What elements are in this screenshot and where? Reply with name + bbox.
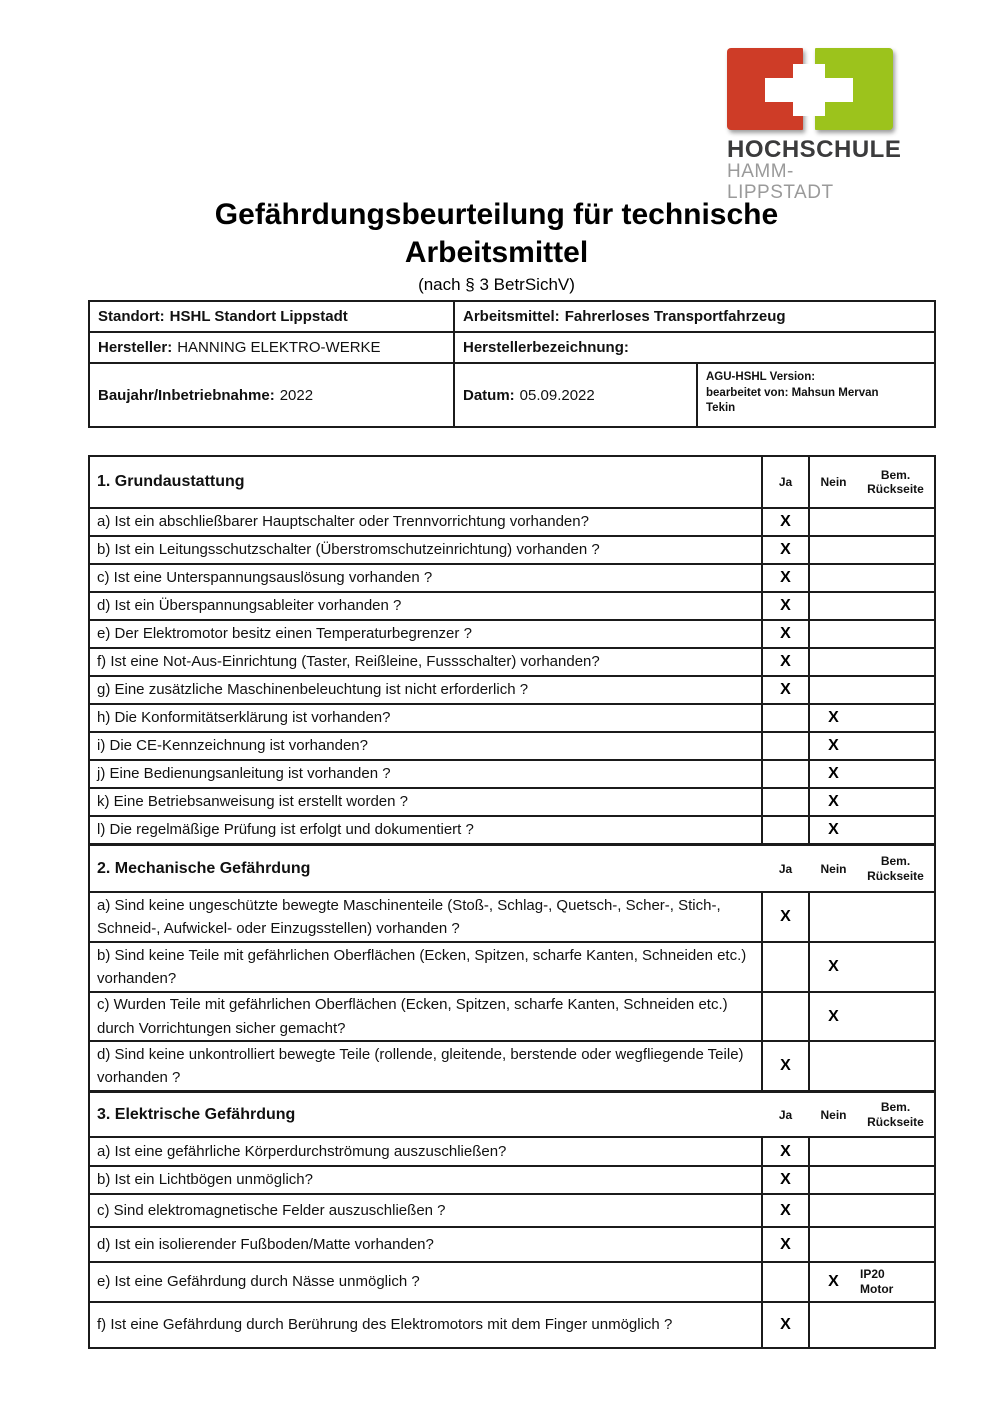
- column-header-ja: Ja: [761, 457, 808, 507]
- question-text: f) Ist eine Gefährdung durch Berührung des Elektromotors mit dem Finger unmöglich ?: [97, 1316, 673, 1334]
- section-title: 2. Mechanische Gefährdung: [97, 859, 311, 877]
- nein-bem-cell: [808, 537, 934, 563]
- question-text: a) Ist ein abschließbarer Hauptschalter oder Trennvorrichtung vorhanden?: [97, 513, 589, 531]
- nein-bem-cell: [808, 761, 934, 787]
- question-row: [90, 941, 934, 991]
- section-header: [90, 1090, 934, 1136]
- ja-cell: [761, 565, 808, 591]
- column-header-ja: Ja: [778, 1107, 793, 1122]
- ja-cell: [761, 677, 808, 703]
- column-header-nein: Nein: [820, 1107, 847, 1122]
- ja-mark: X: [780, 908, 791, 925]
- question-text: e) Ist eine Gefährdung durch Nässe unmöglich ?: [97, 1273, 420, 1291]
- column-header-bem: [857, 468, 934, 497]
- nein-zone: [810, 793, 857, 811]
- nein-bem-cell: [808, 621, 934, 647]
- nein-bem-cell: [808, 649, 934, 675]
- ja-cell: [761, 1303, 808, 1347]
- question-row: [90, 675, 934, 703]
- question-row: [90, 787, 934, 815]
- question-row: [90, 591, 934, 619]
- nein-bem-cell: [808, 1263, 934, 1301]
- question-text: a) Ist eine gefährliche Körperdurchströmung auszuschließen?: [97, 1142, 507, 1160]
- arbeitsmittel-value: Fahrerloses Transportfahrzeug: [564, 308, 786, 325]
- column-header-nein-bem: [808, 1093, 934, 1136]
- bem-label-line2: Rückseite: [867, 868, 924, 883]
- column-header-bem: [857, 854, 934, 883]
- ja-cell: [761, 943, 808, 991]
- herstellerbezeichnung-cell: [455, 333, 934, 364]
- hersteller-value: HANNING ELEKTRO-WERKE: [177, 339, 381, 356]
- nein-zone: [810, 709, 857, 727]
- question-row: [90, 991, 934, 1040]
- version-label: AGU-HSHL Version:: [706, 371, 816, 383]
- herstellerbezeichnung-label: Herstellerbezeichnung:: [463, 339, 629, 356]
- question-text: f) Ist eine Not-Aus-Einrichtung (Taster, Reißleine, Fussschalter) vorhanden?: [97, 653, 600, 671]
- nein-zone: [810, 1008, 857, 1026]
- column-header-bem: [857, 1100, 934, 1129]
- question-row: [90, 703, 934, 731]
- baujahr-label: Baujahr/Inbetriebnahme:: [98, 386, 275, 404]
- ja-mark: X: [780, 1142, 791, 1160]
- nein-bem-cell: [808, 677, 934, 703]
- ja-cell: [761, 649, 808, 675]
- section-title: 3. Elektrische Gefährdung: [97, 1105, 296, 1123]
- bem-label-line1: Bem.: [880, 854, 911, 869]
- nein-mark: X: [828, 793, 839, 810]
- question-row: [90, 1136, 934, 1165]
- baujahr-value: 2022: [279, 386, 314, 404]
- logo-school-name: HOCHSCHULE: [727, 136, 902, 163]
- question-text: i) Die CE-Kennzeichnung ist vorhanden?: [97, 737, 368, 755]
- baujahr-cell: [90, 364, 455, 426]
- assessment-table: [88, 455, 936, 1349]
- document-title: [0, 196, 993, 272]
- question-text: j) Eine Bedienungsanleitung ist vorhanden ?: [97, 765, 391, 783]
- ja-cell: [761, 705, 808, 731]
- logo-plus-icon: [765, 78, 853, 102]
- hshl-logo: [727, 48, 902, 204]
- nein-bem-cell: [808, 1195, 934, 1226]
- question-row: [90, 731, 934, 759]
- nein-bem-cell: [808, 993, 934, 1040]
- ja-cell: [761, 1167, 808, 1193]
- column-header-nein-bem: [808, 846, 934, 891]
- ja-cell: [761, 1195, 808, 1226]
- question-row: [90, 815, 934, 843]
- ja-mark: X: [780, 681, 791, 698]
- column-header-nein-bem: [808, 457, 934, 507]
- ja-cell: [761, 621, 808, 647]
- column-header-ja: Ja: [778, 861, 793, 876]
- version-editor: bearbeitet von: Mahsun Mervan Tekin: [706, 386, 879, 415]
- nein-mark: X: [828, 765, 839, 782]
- standort-value: HSHL Standort Lippstadt: [169, 308, 348, 325]
- nein-zone: [810, 765, 857, 783]
- nein-mark: X: [828, 1007, 839, 1025]
- nein-zone: [810, 737, 857, 755]
- title-block: [0, 196, 993, 295]
- arbeitsmittel-label: Arbeitsmittel:: [463, 308, 560, 325]
- question-text: a) Sind keine ungeschützte bewegte Maschinenteile (Stoß-, Schlag-, Quetsch-, Scher-, Stich-, Schneid-, Aufwickel- oder Einzugsstellen) vorhanden ?: [97, 896, 721, 937]
- question-row: [90, 891, 934, 941]
- ja-cell: [761, 893, 808, 941]
- question-text: g) Eine zusätzliche Maschinenbeleuchtung ist nicht erforderlich ?: [97, 681, 529, 699]
- ja-mark: X: [780, 597, 791, 614]
- nein-mark: X: [828, 737, 839, 754]
- ja-cell: [761, 1138, 808, 1165]
- question-text: h) Die Konformitätserklärung ist vorhanden?: [97, 709, 391, 727]
- question-text: b) Ist ein Leitungsschutzschalter (Überstromschutzeinrichtung) vorhanden ?: [97, 541, 600, 559]
- question-text: d) Ist ein isolierender Fußboden/Matte vorhanden?: [97, 1235, 434, 1253]
- question-text: k) Eine Betriebsanweisung ist erstellt worden ?: [97, 793, 408, 811]
- question-text: c) Ist eine Unterspannungsauslösung vorhanden ?: [97, 569, 433, 587]
- question-text: b) Sind keine Teile mit gefährlichen Oberflächen (Ecken, Spitzen, scharfe Kanten, Schneiden etc.) vorhanden?: [97, 946, 747, 987]
- nein-bem-cell: [808, 565, 934, 591]
- datum-cell: [455, 364, 698, 426]
- ja-cell: [761, 1263, 808, 1301]
- ja-mark: X: [780, 541, 791, 558]
- question-row: [90, 1040, 934, 1090]
- ja-cell: [761, 789, 808, 815]
- arbeitsmittel-cell: [455, 302, 934, 333]
- question-text: l) Die regelmäßige Prüfung ist erfolgt und dokumentiert ?: [97, 821, 474, 839]
- version-cell: [698, 364, 934, 426]
- ja-mark: X: [780, 625, 791, 642]
- info-table: [88, 300, 936, 428]
- ja-cell: [761, 1042, 808, 1090]
- nein-bem-cell: [808, 789, 934, 815]
- question-row: [90, 1261, 934, 1301]
- question-text: d) Sind keine unkontrolliert bewegte Teile (rollende, gleitende, berstende oder wegfliegende Teile) vorhanden ?: [97, 1045, 744, 1086]
- ja-cell: [761, 509, 808, 535]
- nein-bem-cell: [808, 943, 934, 991]
- question-row: [90, 1301, 934, 1347]
- question-row: [90, 1226, 934, 1261]
- question-text: d) Ist ein Überspannungsableiter vorhanden ?: [97, 597, 402, 615]
- question-row: [90, 507, 934, 535]
- question-text: c) Wurden Teile mit gefährlichen Oberflächen (Ecken, Spitzen, scharfe Kanten, Schneiden etc.) durch Vorrichtungen sicher gemacht?: [97, 996, 728, 1037]
- nein-bem-cell: [808, 509, 934, 535]
- question-row: [90, 563, 934, 591]
- nein-mark: X: [828, 958, 839, 975]
- standort-label: Standort:: [98, 308, 165, 325]
- bem-label-line1: Bem.: [880, 1100, 911, 1115]
- document-subtitle: (nach § 3 BetrSichV): [418, 275, 575, 295]
- nein-mark: X: [828, 1273, 839, 1290]
- hersteller-cell: [90, 333, 455, 364]
- question-text: e) Der Elektromotor besitz einen Temperaturbegrenzer ?: [97, 625, 472, 643]
- question-text: c) Sind elektromagnetische Felder auszuschließen ?: [97, 1201, 446, 1219]
- nein-bem-cell: [808, 1228, 934, 1261]
- bem-note: IP20 Motor: [860, 1267, 894, 1296]
- section-title: 1. Grundaustattung: [97, 473, 245, 490]
- nein-bem-cell: [808, 1167, 934, 1193]
- question-row: [90, 1193, 934, 1226]
- question-row: [90, 535, 934, 563]
- nein-bem-cell: [808, 893, 934, 941]
- column-header-nein: Nein: [820, 475, 847, 489]
- question-text: b) Ist ein Lichtbögen unmöglich?: [97, 1171, 313, 1189]
- bem-label-line2: Rückseite: [867, 1114, 924, 1129]
- title-line2: Arbeitsmittel: [404, 236, 589, 270]
- section-header: [90, 457, 934, 507]
- nein-bem-cell: [808, 593, 934, 619]
- nein-zone: [810, 1273, 857, 1291]
- section-header: [90, 843, 934, 891]
- ja-cell: [761, 761, 808, 787]
- ja-mark: X: [780, 1171, 791, 1188]
- datum-label: Datum:: [463, 386, 515, 404]
- question-row: [90, 1165, 934, 1193]
- title-line1: Gefährdungsbeurteilung für technische: [214, 198, 779, 231]
- ja-cell: [761, 1228, 808, 1261]
- ja-mark: X: [780, 653, 791, 670]
- nein-bem-cell: [808, 1138, 934, 1165]
- ja-cell: [761, 817, 808, 843]
- ja-cell: [761, 537, 808, 563]
- nein-zone: [810, 958, 857, 976]
- nein-bem-cell: [808, 817, 934, 843]
- question-row: [90, 619, 934, 647]
- ja-mark: X: [780, 1057, 791, 1074]
- ja-cell: [761, 993, 808, 1040]
- column-header-nein: Nein: [820, 861, 847, 876]
- ja-mark: X: [780, 513, 791, 530]
- nein-bem-cell: [808, 1303, 934, 1347]
- nein-mark: X: [828, 821, 839, 838]
- ja-mark: X: [780, 1235, 791, 1253]
- nein-mark: X: [828, 709, 839, 726]
- hersteller-label: Hersteller:: [98, 339, 173, 356]
- ja-mark: X: [780, 569, 791, 586]
- standort-cell: [90, 302, 455, 333]
- ja-mark: X: [780, 1201, 791, 1219]
- ja-mark: X: [780, 1316, 791, 1333]
- nein-bem-cell: [808, 705, 934, 731]
- datum-value: 05.09.2022: [519, 386, 595, 404]
- nein-bem-cell: [808, 1042, 934, 1090]
- nein-zone: [810, 821, 857, 839]
- bem-label-line2: Rückseite: [867, 482, 924, 496]
- logo-school-location: HAMM-LIPPSTADT: [727, 161, 834, 204]
- ja-cell: [761, 593, 808, 619]
- hshl-logo-mark: [727, 48, 893, 130]
- question-row: [90, 647, 934, 675]
- nein-bem-cell: [808, 733, 934, 759]
- question-row: [90, 759, 934, 787]
- bem-label-line1: Bem.: [880, 467, 911, 482]
- ja-cell: [761, 733, 808, 759]
